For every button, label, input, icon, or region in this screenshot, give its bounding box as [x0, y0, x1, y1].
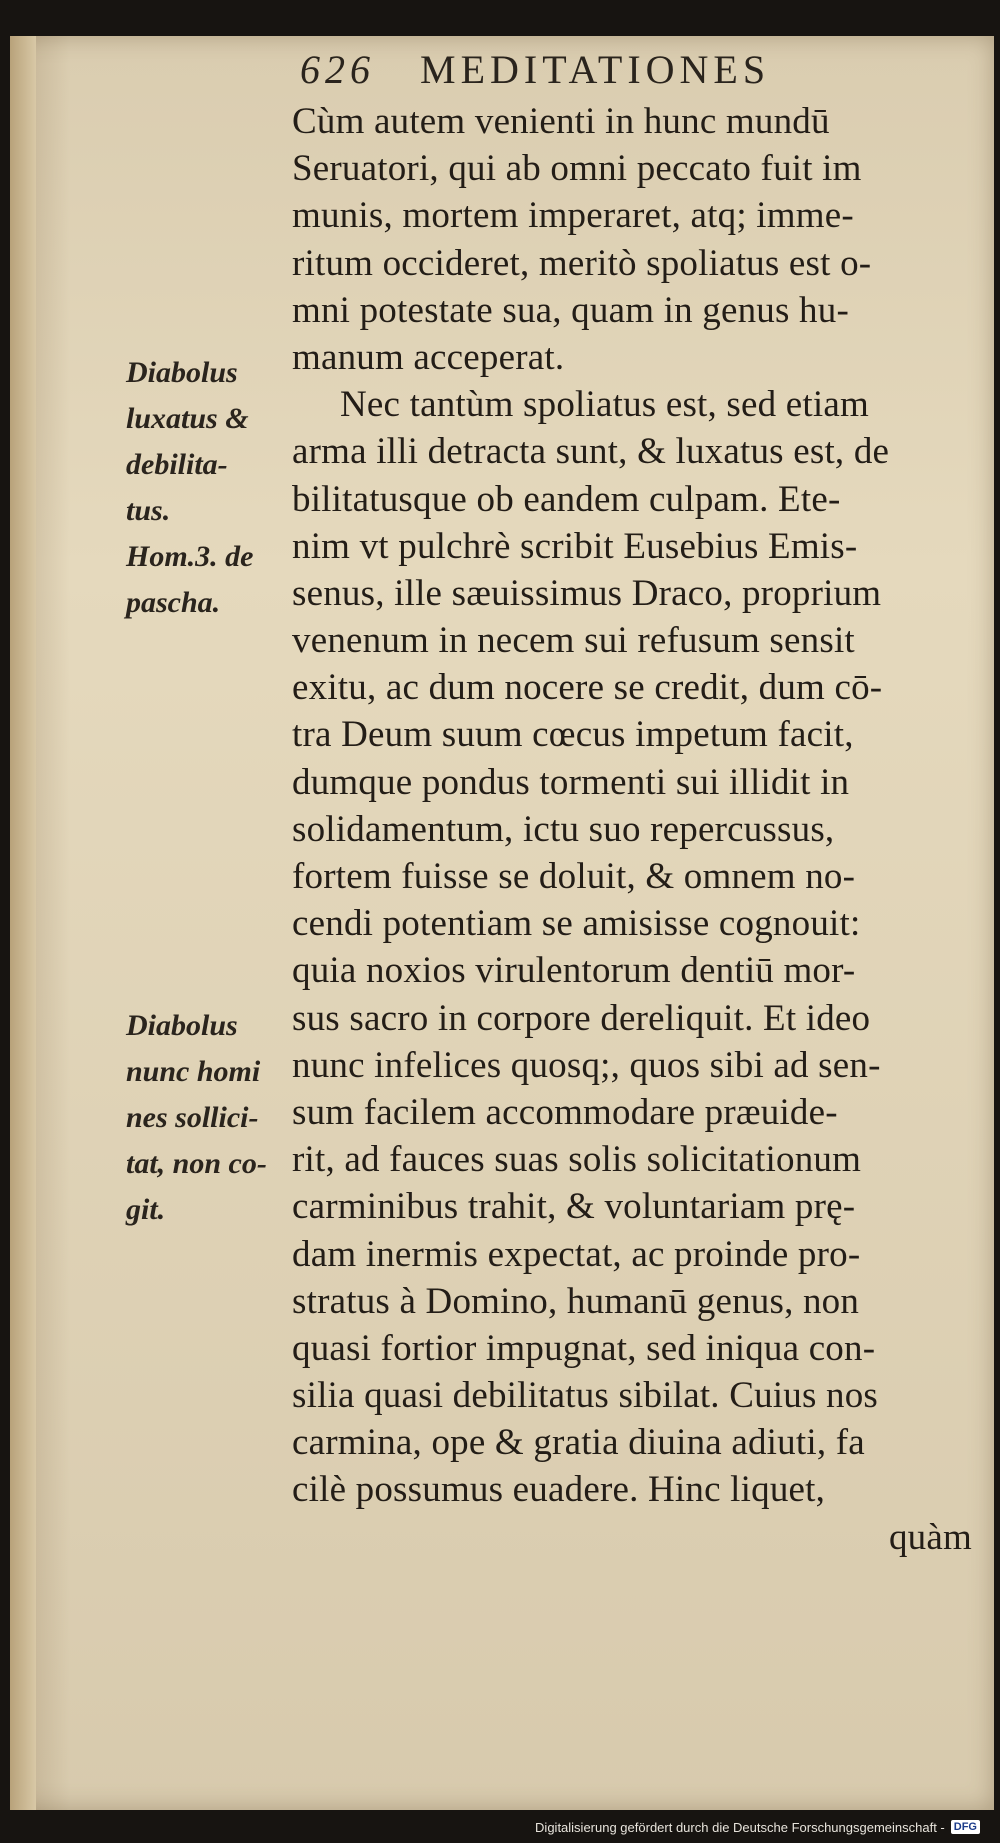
marginal-note-line: debilita- — [126, 448, 228, 481]
text-line: silia quasi debilitatus sibilat. Cuius nos — [292, 1375, 879, 1417]
text-line: manum acceperat. — [292, 336, 565, 378]
page-number: 626 — [300, 47, 375, 92]
marginal-note-line: git. — [126, 1193, 166, 1226]
text-line: rit, ad fauces suas solis solicitationum — [292, 1139, 862, 1181]
text-line: Nec tantùm spoliatus est, sed etiam — [340, 384, 869, 426]
text-line: sus sacro in corpore dereliquit. Et ideo — [292, 997, 871, 1039]
marginal-note-line: luxatus & — [126, 402, 249, 435]
page-gutter-edge — [10, 36, 36, 1810]
text-line: senus, ille sæuissimus Draco, proprium — [292, 572, 882, 614]
text-line: nunc infelices quosq;, quos sibi ad sen- — [292, 1044, 881, 1086]
running-head — [300, 46, 940, 96]
catchword: quàm — [888, 1516, 972, 1558]
text-line: exitu, ac dum nocere se credit, dum cō- — [292, 667, 883, 709]
marginal-note-2 — [126, 1003, 291, 1233]
credit-text: Digitalisierung gefördert durch die Deutsche Forschungsgemeinschaft - — [535, 1819, 945, 1835]
text-line: dumque pondus tormenti sui illidit in — [292, 761, 850, 803]
text-line: nim vt pulchrè scribit Eusebius Emis- — [292, 525, 858, 567]
text-line: bilitatusque ob eandem culpam. Ete- — [292, 478, 841, 520]
text-line: stratus à Domino, humanū genus, non — [292, 1280, 860, 1322]
text-line: carminibus trahit, & voluntariam prę- — [292, 1186, 856, 1228]
marginal-note-1 — [126, 350, 291, 626]
marginal-note-line: tus. — [126, 494, 171, 527]
text-line: munis, mortem imperaret, atq; imme- — [292, 195, 854, 237]
running-title: MEDITATIONES — [420, 47, 771, 92]
digitization-credit — [535, 1815, 980, 1839]
text-line: sum facilem accommodare præuide- — [292, 1091, 838, 1133]
marginal-note-line: Diabolus — [126, 1009, 238, 1042]
text-line: mni potestate sua, quam in genus hu- — [292, 289, 849, 331]
marginal-note-line: pascha. — [126, 586, 221, 619]
text-line: quasi fortior impugnat, sed iniqua con- — [292, 1327, 876, 1369]
text-line: fortem fuisse se doluit, & omnem no- — [292, 856, 856, 897]
text-line: dam inermis expectat, ac proinde pro- — [292, 1233, 861, 1275]
text-line: arma illi detracta sunt, & luxatus est, de — [292, 431, 890, 473]
text-line: venenum in necem sui refusum sensit — [292, 620, 855, 662]
marginal-note-line: tat, non co- — [126, 1147, 267, 1180]
text-line: cendi potentiam se amisisse cognouit: — [292, 903, 861, 945]
text-line: carmina, ope & gratia diuina adiuti, fa — [292, 1422, 865, 1464]
text-line: Seruatori, qui ab omni peccato fuit im — [292, 148, 862, 190]
marginal-note-line: nes sollici- — [126, 1101, 259, 1134]
text-line: quia noxios virulentorum dentiū mor- — [292, 950, 856, 992]
text-line: ritum occideret, meritò spoliatus est o- — [292, 242, 872, 284]
text-line: solidamentum, ictu suo repercussus, — [292, 808, 835, 850]
text-line: cilè possumus euadere. Hinc liquet, — [292, 1469, 826, 1511]
main-text-block — [292, 98, 982, 1561]
text-line: tra Deum suum cœcus impetum facit, — [292, 714, 854, 756]
text-line: Cùm autem venienti in hunc mundū — [292, 101, 830, 142]
marginal-note-line: nunc homi — [126, 1055, 261, 1088]
marginal-note-line: Hom.3. de — [126, 540, 254, 573]
marginal-note-line: Diabolus — [126, 356, 238, 389]
dfg-logo: DFG — [951, 1820, 980, 1834]
